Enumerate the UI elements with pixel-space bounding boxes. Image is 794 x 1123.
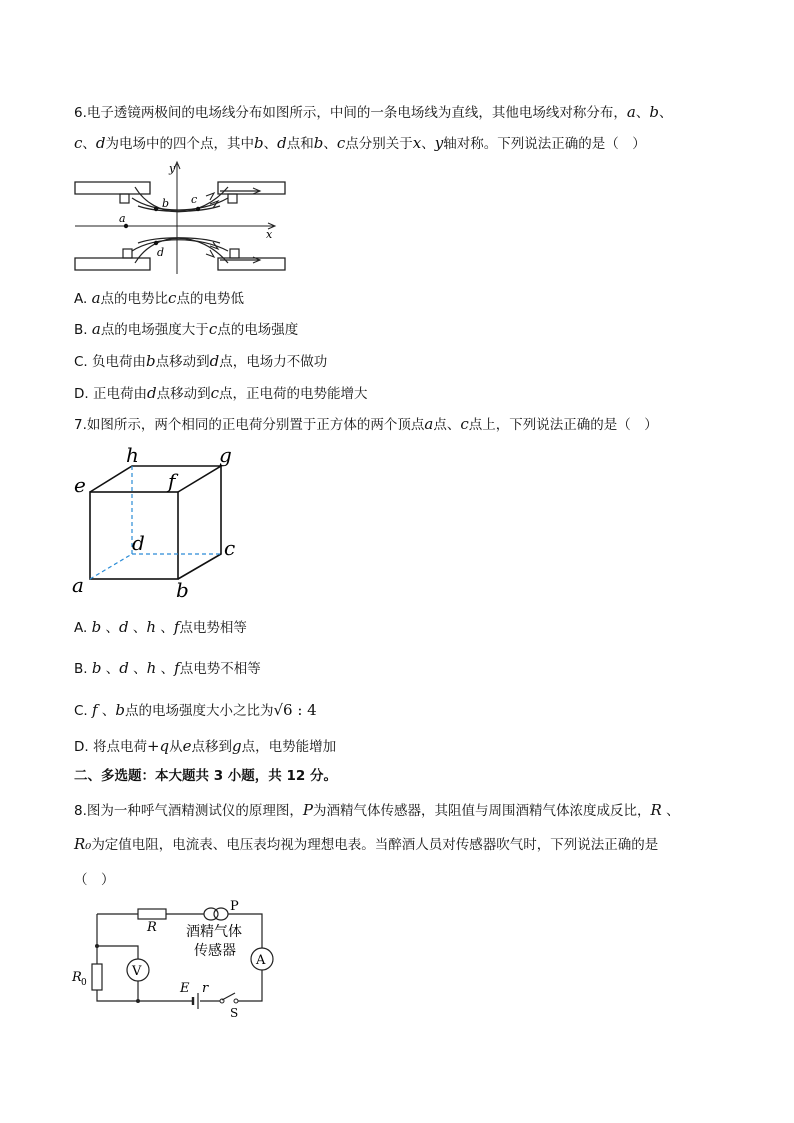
wire-bottom-left bbox=[97, 914, 193, 1001]
q7-option-b: B. b 、d 、h 、f点电势不相等 bbox=[74, 659, 261, 677]
q6-option-c: C. 负电荷由b点移动到d点，电场力不做功 bbox=[74, 352, 328, 370]
resistor-R-label: R bbox=[147, 920, 157, 935]
q6-field-figure bbox=[70, 158, 290, 274]
switch-contact-right bbox=[234, 999, 238, 1003]
vertex-e: e bbox=[74, 473, 86, 497]
point-d bbox=[154, 241, 158, 245]
q6-stem-line1: 6.电子透镜两极间的电场线分布如图所示，中间的一条电场线为直线，其他电场线对称分布，a、b、 bbox=[74, 103, 673, 121]
q6-option-b: B. a点的电场强度大于c点的电场强度 bbox=[74, 320, 299, 338]
lower-right-tab bbox=[230, 249, 239, 258]
point-c-label: c bbox=[191, 193, 198, 206]
upper-left-tab bbox=[120, 194, 129, 203]
q7-option-c: C. f 、b点的电场强度大小之比为√6 : 4 bbox=[74, 701, 317, 719]
ammeter-label: A bbox=[256, 953, 266, 968]
cube-right-face bbox=[178, 466, 221, 579]
sensor-p-right bbox=[214, 908, 228, 920]
arrow-u1 bbox=[206, 193, 214, 200]
switch-label: S bbox=[230, 1006, 239, 1020]
q6-stem-line2: c、d为电场中的四个点，其中b、d点和b、c点分别关于x、y轴对称。下列说法正确的是（ ） bbox=[74, 134, 646, 152]
junction-bottom bbox=[136, 999, 140, 1003]
vertex-g: g bbox=[219, 444, 232, 467]
battery-r-label: r bbox=[202, 981, 209, 996]
resistor-R bbox=[138, 909, 166, 919]
resistor-R0 bbox=[92, 964, 102, 990]
lower-left-tab bbox=[123, 249, 132, 258]
vertex-h: h bbox=[126, 444, 139, 467]
wire-right-lower bbox=[238, 970, 262, 1001]
junction-top-left bbox=[95, 944, 99, 948]
sensor-P-label: P bbox=[230, 899, 239, 914]
vertex-b: b bbox=[176, 578, 189, 602]
q7-option-a: A. b 、d 、h 、f点电势相等 bbox=[74, 618, 247, 636]
voltmeter-label: V bbox=[132, 964, 142, 979]
lower-left-plate bbox=[75, 258, 150, 270]
hidden-edge-ad bbox=[90, 554, 132, 579]
q7-cube-figure bbox=[68, 444, 248, 602]
q6-option-a: A. a点的电势比c点的电势低 bbox=[74, 289, 244, 307]
point-b-label: b bbox=[162, 197, 170, 210]
y-axis-label: y bbox=[169, 162, 176, 175]
point-a-label: a bbox=[119, 212, 126, 225]
q8-stem-line1: 8.图为一种呼气酒精测试仪的原理图，P为酒精气体传感器，其阻值与周围酒精气体浓度成反比，R 、 bbox=[74, 801, 680, 819]
point-c bbox=[196, 207, 200, 211]
q6-option-d: D. 正电荷由d点移动到c点，正电荷的电势能增大 bbox=[74, 384, 368, 402]
resistor-R0-subscript: 0 bbox=[81, 978, 87, 988]
upper-right-plate bbox=[218, 182, 285, 194]
switch-lever bbox=[222, 993, 235, 1000]
vertex-c: c bbox=[224, 536, 236, 560]
vertex-d: d bbox=[132, 531, 145, 555]
q7-option-d: D. 将点电荷+q从e点移到g点，电势能增加 bbox=[74, 737, 337, 755]
q8-circuit-figure bbox=[70, 896, 280, 1020]
q8-stem-line3: （ ） bbox=[74, 872, 115, 888]
point-d-label: d bbox=[157, 246, 165, 259]
x-axis-label: x bbox=[266, 228, 273, 241]
vertex-f: f bbox=[168, 469, 176, 493]
point-b bbox=[154, 207, 158, 211]
cube-top-face bbox=[90, 466, 221, 492]
vertex-a: a bbox=[72, 573, 84, 597]
q7-stem: 7.如图所示，两个相同的正电荷分别置于正方体的两个顶点a点、c点上，下列说法正确的是（ ） bbox=[74, 415, 658, 433]
q8-stem-line2: R₀为定值电阻，电流表、电压表均视为理想电表。当醉酒人员对传感器吹气时，下列说法正确的是 bbox=[74, 835, 659, 853]
upper-right-tab bbox=[228, 194, 237, 203]
sensor-label-line2: 传感器 bbox=[194, 943, 236, 959]
resistor-R0-label: R bbox=[72, 970, 82, 985]
section-heading: 二、多选题：本大题共 3 小题，共 12 分。 bbox=[74, 768, 337, 784]
wire-volt-top bbox=[97, 946, 138, 959]
arrow-l1 bbox=[206, 250, 214, 257]
battery-E-label: E bbox=[180, 981, 190, 996]
sensor-label-line1: 酒精气体 bbox=[186, 924, 242, 940]
